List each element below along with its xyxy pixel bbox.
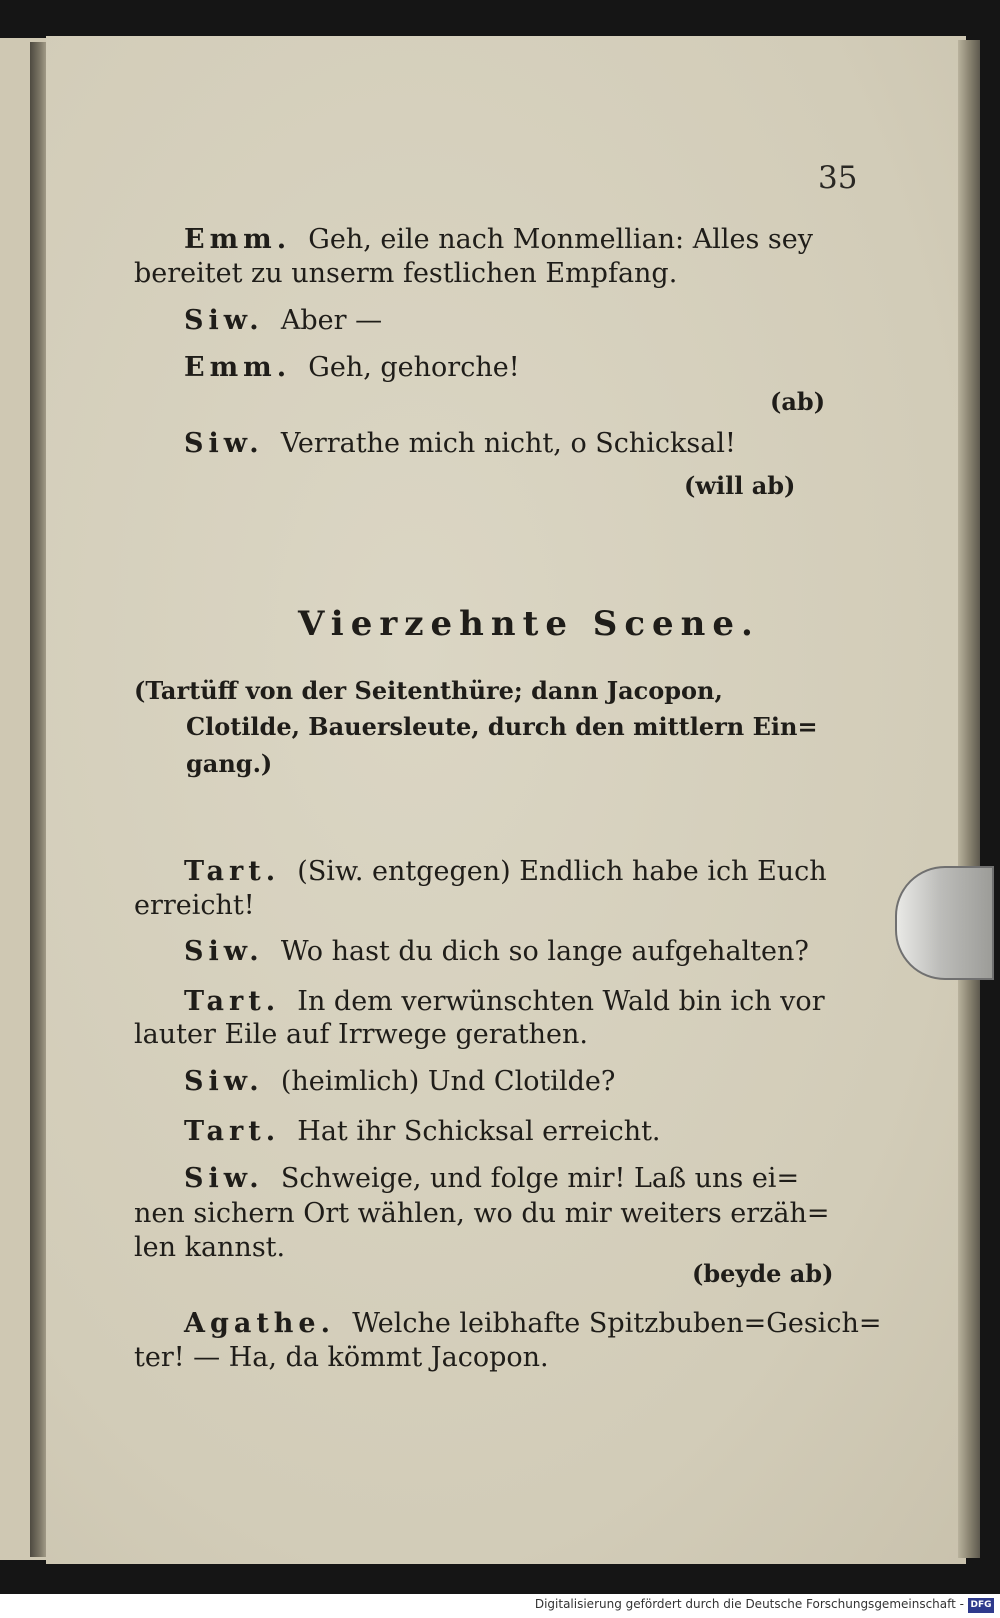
dialogue-line: bereitet zu unserm festlichen Empfang.: [134, 258, 678, 289]
stage-direction-line: gang.): [186, 749, 273, 778]
dialogue-line: Tart. Hat ihr Schicksal erreicht.: [184, 1116, 661, 1147]
book-spine: [30, 42, 46, 1557]
stage-direction: (beyde ab): [692, 1259, 834, 1288]
scene-heading: Vierzehnte Scene.: [298, 604, 760, 644]
dfg-logo: DFG: [968, 1598, 994, 1613]
page-stack-edge: [958, 40, 980, 1558]
stage-direction: (will ab): [684, 471, 796, 500]
dialogue-line: lauter Eile auf Irrwege gerathen.: [134, 1019, 588, 1050]
page-clip: [895, 866, 994, 980]
stage-direction-line: (Tartüff von der Seitenthüre; dann Jacopon,: [134, 676, 723, 705]
dialogue-line: Emm. Geh, gehorche!: [184, 352, 520, 383]
stage-direction: (ab): [770, 387, 826, 416]
dialogue-line: Siw. Schweige, und folge mir! Laß uns ei=: [184, 1163, 800, 1194]
dialogue-line: Tart. In dem verwünschten Wald bin ich vor: [184, 986, 825, 1017]
dialogue-line: len kannst.: [134, 1232, 286, 1263]
footer-bar: [0, 1594, 1000, 1618]
dialogue-line: Siw. Verrathe mich nicht, o Schicksal!: [184, 428, 736, 459]
dialogue-line: nen sichern Ort wählen, wo du mir weiters erzäh=: [134, 1198, 830, 1229]
dialogue-line: Tart. (Siw. entgegen) Endlich habe ich Euch: [184, 856, 827, 887]
dialogue-line: Siw. (heimlich) Und Clotilde?: [184, 1066, 616, 1097]
stage-direction-line: Clotilde, Bauersleute, durch den mittlern Ein=: [186, 712, 818, 741]
dialogue-line: Agathe. Welche leibhafte Spitzbuben=Gesich=: [184, 1308, 882, 1339]
dialogue-line: Emm. Geh, eile nach Monmellian: Alles sey: [184, 224, 814, 255]
footer-credit: Digitalisierung gefördert durch die Deutsche Forschungsgemeinschaft -: [534, 1597, 964, 1611]
page-number: 35: [818, 160, 858, 196]
dialogue-line: ter! — Ha, da kömmt Jacopon.: [134, 1342, 549, 1373]
dialogue-line: erreicht!: [134, 890, 255, 921]
dialogue-line: Siw. Wo hast du dich so lange aufgehalten?: [184, 936, 809, 967]
dialogue-line: Siw. Aber —: [184, 305, 383, 336]
